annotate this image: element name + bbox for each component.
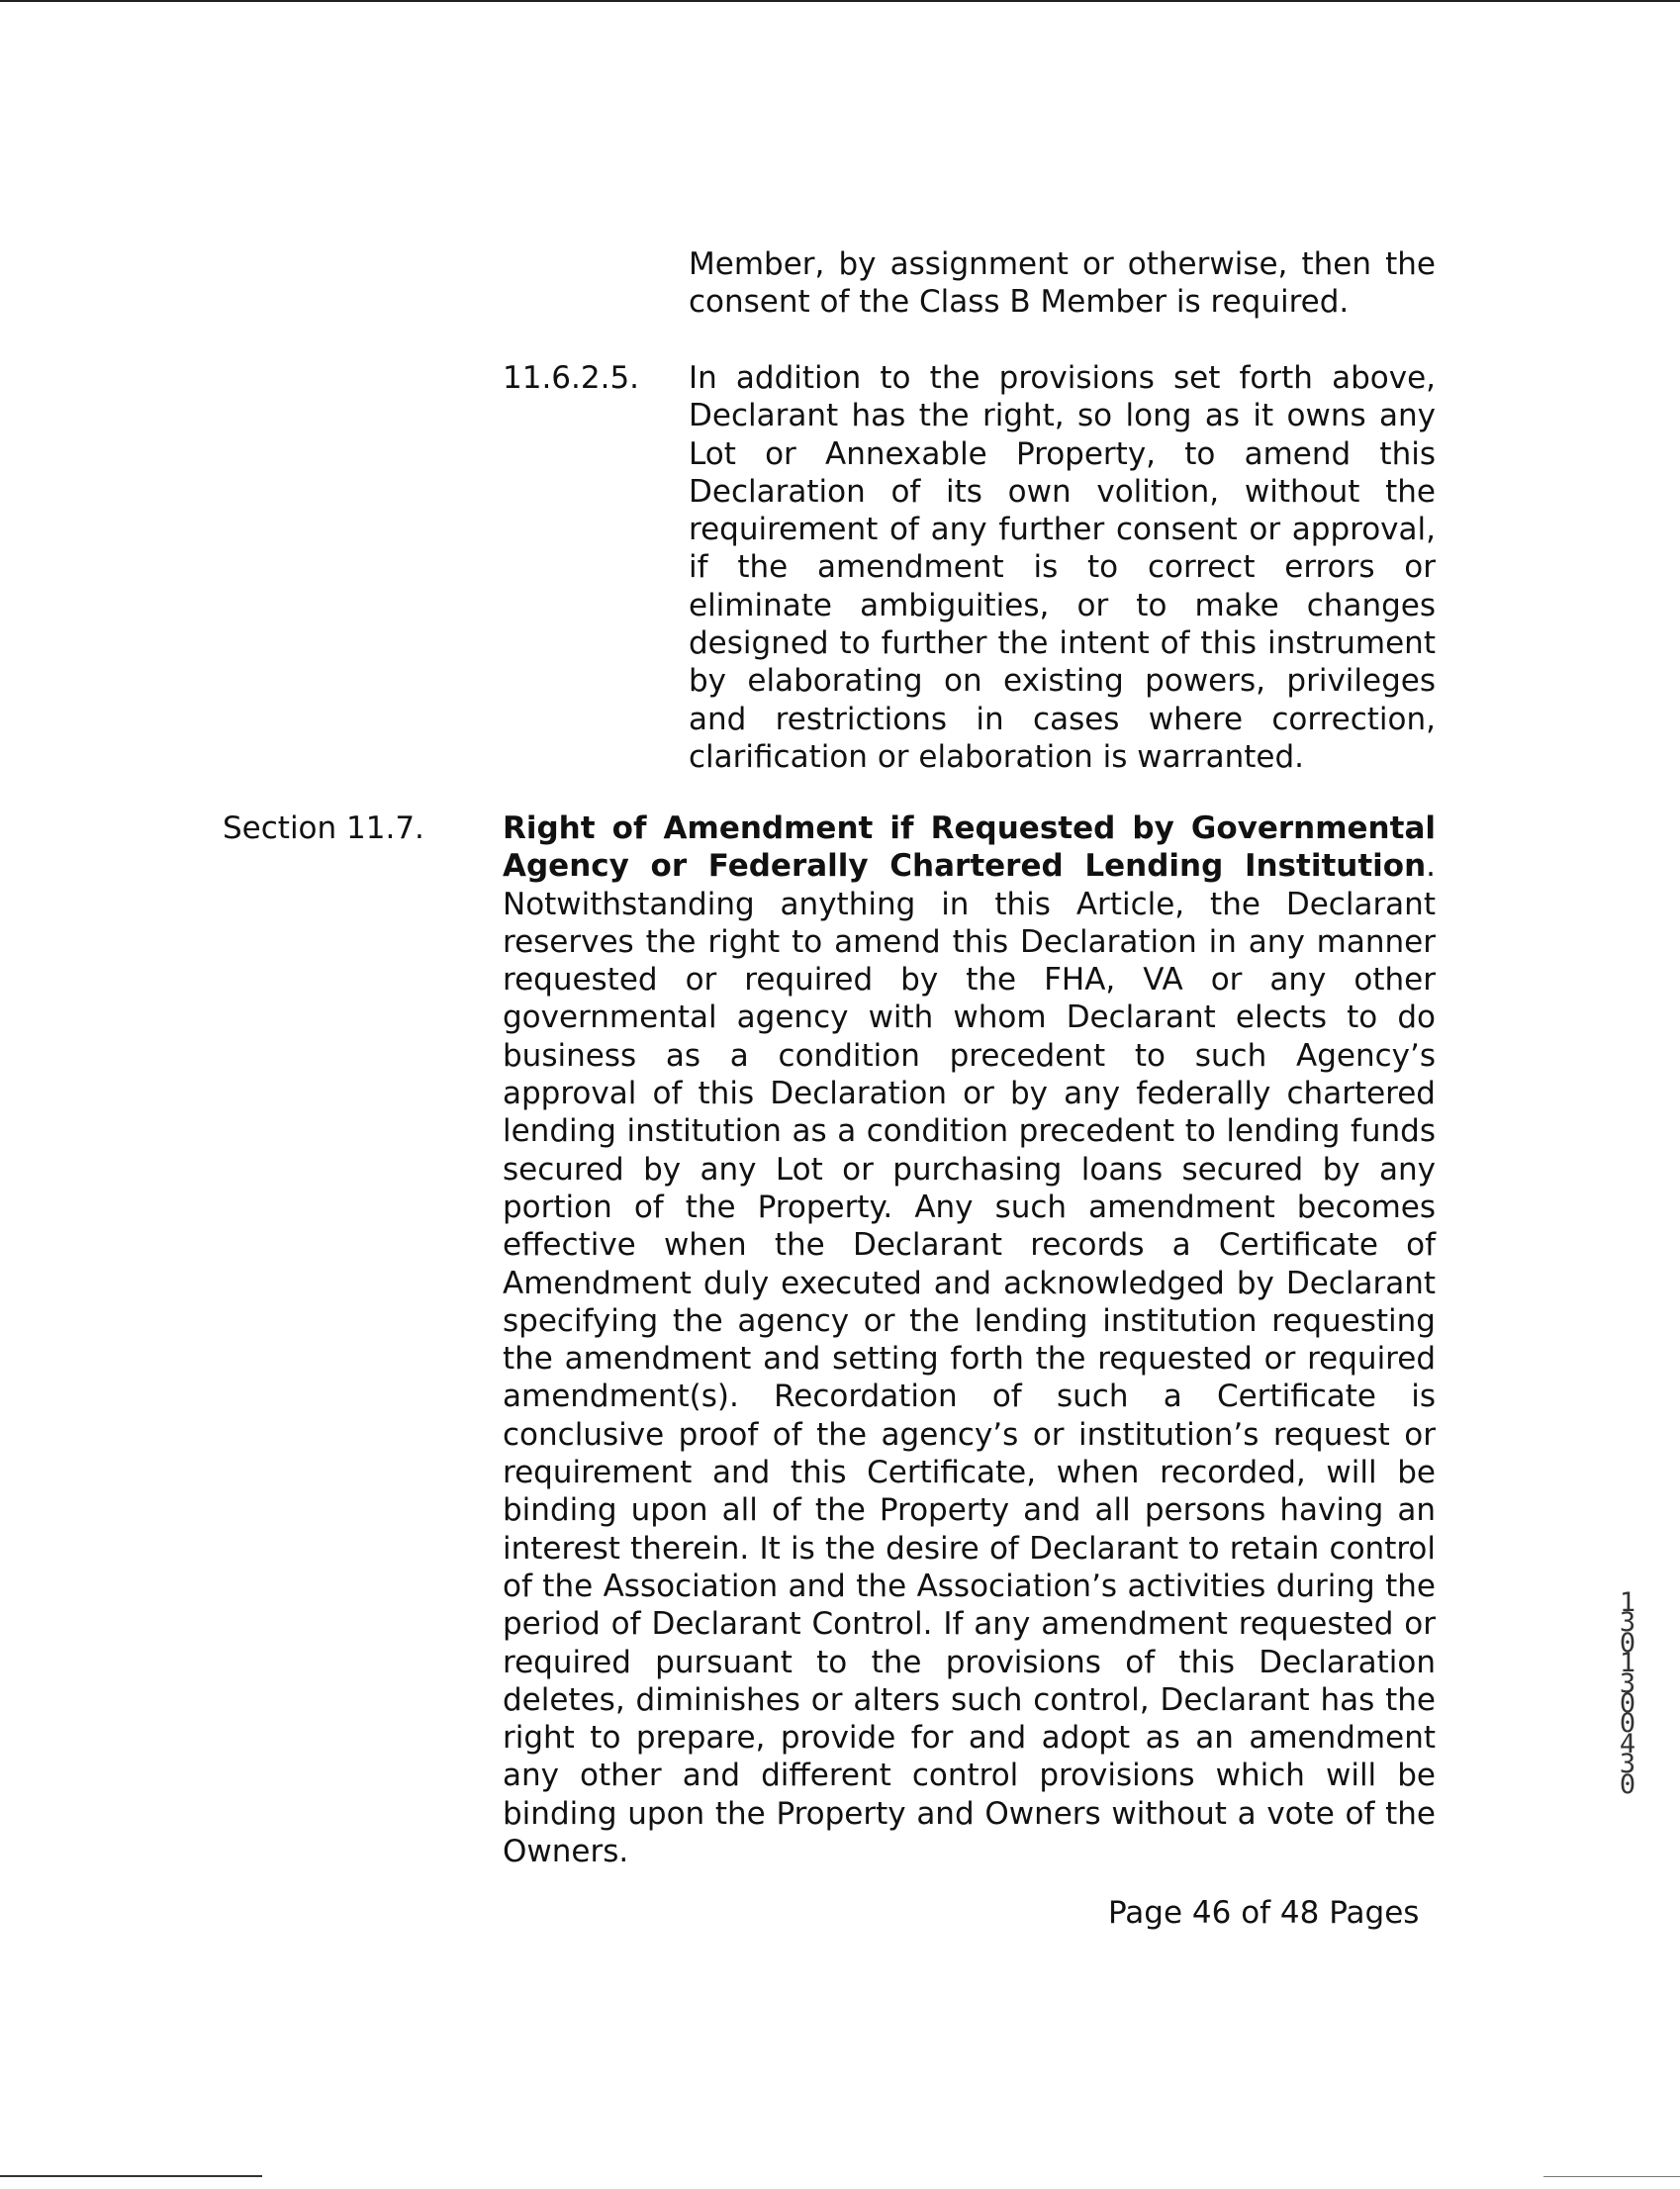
subsection-number: 11.6.2.5. bbox=[503, 360, 640, 396]
scan-edge-bottom bbox=[0, 2175, 262, 2177]
scan-edge-bottom-right bbox=[1543, 2176, 1680, 2177]
section-number: Section 11.7. bbox=[223, 810, 424, 846]
section-body: Notwithstanding anything in this Article, the Declarant reserves the right to amend this Declaration in any manner requested or required by the FHA, VA or any other governmental agency with whom Declarant elects to do business as a condition precedent to such Agency’s approval of this Declaration or by any federally chartered lending institution as a condition precedent to lending funds secured by any Lot or purchasing loans secured by any portion of the Property. Any such amendment becomes effective when the Declarant records a Certificate of Amendment duly executed and acknowledged by Declarant specifying the agency or the lending institution requesting the amendment and setting forth the requested or required amendment(s). Recordation of such a Certificate is conclusive proof of the agency’s or institution’s request or requirement and this Certificate, when recorded, will be binding upon all of the Property and all persons having an interest therein. It is the desire of Declarant to retain control of the Association and the Association’s activities during the period of Declarant Control. If any amendment requested or required pursuant to the provisions of this Declaration deletes, diminishes or alters such control, Declarant has the right to prepare, provide for and adopt as an amendment any other and different control provisions which will be binding upon the Property and Owners without a vote of the Owners. bbox=[503, 886, 1436, 1870]
scan-edge-top bbox=[0, 0, 1680, 2]
section-paragraph bbox=[503, 809, 1436, 1870]
page-number: Page 46 of 48 Pages bbox=[1108, 1895, 1420, 1931]
subsection-body: In addition to the provisions set forth above, Declarant has the right, so long as it owns any Lot or Annexable Property, to amend this Declaration of its own volition, without the requirement of any further consent or approval, if the amendment is to correct errors or eliminate ambiguities, or to make changes designed to further the intent of this instrument by elaborating on existing powers, privileges and restrictions in cases where correction, clarification or elaboration is warranted. bbox=[689, 360, 1436, 775]
continuation-paragraph: Member, by assignment or otherwise, then the consent of the Class B Member is required. bbox=[689, 246, 1436, 321]
recording-stamp: 13013 00430 bbox=[1619, 1587, 1652, 1800]
section-heading: Right of Amendment if Requested by Governmental Agency or Federally Chartered Lending Institution bbox=[503, 810, 1436, 885]
section-heading-punct: . bbox=[1426, 848, 1436, 885]
